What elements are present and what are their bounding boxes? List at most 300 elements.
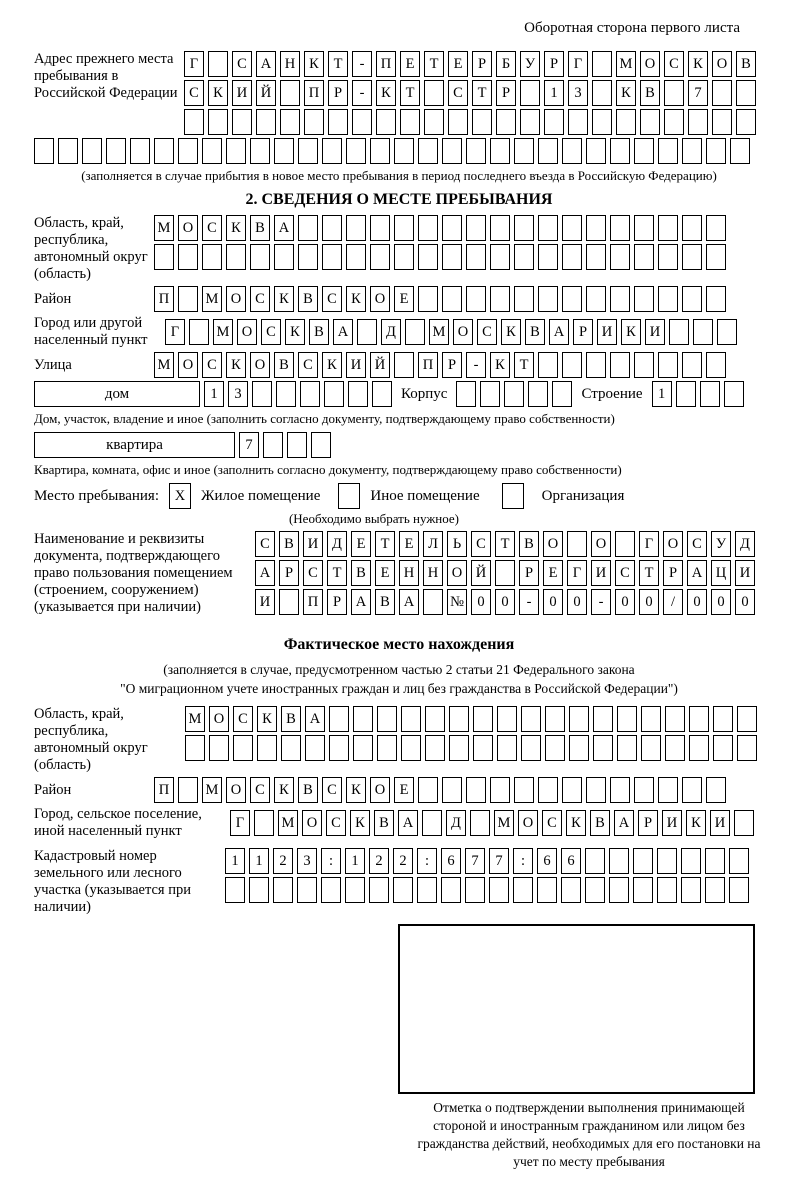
char-cell[interactable] <box>514 138 534 164</box>
char-cell[interactable]: И <box>735 560 755 586</box>
char-cell[interactable] <box>154 244 174 270</box>
char-cell[interactable]: Р <box>328 80 348 106</box>
char-cell[interactable]: К <box>688 51 708 77</box>
char-cell[interactable]: 3 <box>228 381 248 407</box>
char-cell[interactable]: 3 <box>297 848 317 874</box>
char-cell[interactable]: И <box>597 319 617 345</box>
char-cell[interactable] <box>514 286 534 312</box>
char-cell[interactable] <box>490 777 510 803</box>
char-cell[interactable] <box>706 244 726 270</box>
char-cell[interactable] <box>497 706 517 732</box>
char-cell[interactable]: С <box>664 51 684 77</box>
char-cell[interactable]: А <box>274 215 294 241</box>
char-cell[interactable]: Р <box>663 560 683 586</box>
char-cell[interactable] <box>257 735 277 761</box>
char-cell[interactable] <box>495 560 515 586</box>
char-cell[interactable] <box>370 244 390 270</box>
char-cell[interactable]: С <box>255 531 275 557</box>
char-cell[interactable] <box>706 286 726 312</box>
char-cell[interactable] <box>585 877 605 903</box>
char-cell[interactable] <box>357 319 377 345</box>
char-cell[interactable]: - <box>466 352 486 378</box>
char-cell[interactable]: П <box>303 589 323 615</box>
char-cell[interactable] <box>665 706 685 732</box>
char-cell[interactable] <box>736 109 756 135</box>
house-label-box[interactable]: дом <box>34 381 200 407</box>
char-cell[interactable] <box>324 381 344 407</box>
stay-option-other-checkbox[interactable] <box>338 483 360 509</box>
char-cell[interactable]: 7 <box>465 848 485 874</box>
char-cell[interactable]: О <box>178 352 198 378</box>
char-cell[interactable]: А <box>256 51 276 77</box>
char-cell[interactable] <box>633 877 653 903</box>
char-cell[interactable]: М <box>494 810 514 836</box>
char-cell[interactable] <box>273 877 293 903</box>
char-cell[interactable]: Е <box>399 531 419 557</box>
char-cell[interactable] <box>633 848 653 874</box>
char-cell[interactable]: О <box>370 286 390 312</box>
char-cell[interactable]: Т <box>400 80 420 106</box>
char-cell[interactable] <box>370 138 390 164</box>
char-cell[interactable] <box>345 877 365 903</box>
char-cell[interactable] <box>562 244 582 270</box>
char-cell[interactable]: - <box>352 51 372 77</box>
char-cell[interactable] <box>280 80 300 106</box>
char-cell[interactable] <box>682 244 702 270</box>
char-cell[interactable]: В <box>375 589 395 615</box>
char-cell[interactable] <box>189 319 209 345</box>
char-cell[interactable]: С <box>261 319 281 345</box>
char-cell[interactable] <box>394 352 414 378</box>
char-cell[interactable] <box>713 735 733 761</box>
char-cell[interactable] <box>658 286 678 312</box>
char-cell[interactable] <box>521 735 541 761</box>
char-cell[interactable] <box>737 735 757 761</box>
char-cell[interactable]: А <box>549 319 569 345</box>
char-cell[interactable]: В <box>298 777 318 803</box>
char-cell[interactable]: О <box>447 560 467 586</box>
char-cell[interactable]: М <box>429 319 449 345</box>
char-cell[interactable]: - <box>519 589 539 615</box>
char-cell[interactable] <box>424 109 444 135</box>
char-cell[interactable]: К <box>226 215 246 241</box>
char-cell[interactable] <box>442 777 462 803</box>
char-cell[interactable]: 0 <box>495 589 515 615</box>
char-cell[interactable]: Д <box>735 531 755 557</box>
char-cell[interactable]: К <box>490 352 510 378</box>
char-cell[interactable] <box>473 706 493 732</box>
char-cell[interactable]: Т <box>327 560 347 586</box>
char-cell[interactable] <box>465 877 485 903</box>
char-cell[interactable]: 0 <box>711 589 731 615</box>
char-cell[interactable] <box>610 777 630 803</box>
char-cell[interactable] <box>700 381 720 407</box>
char-cell[interactable]: С <box>477 319 497 345</box>
char-cell[interactable]: С <box>448 80 468 106</box>
char-cell[interactable]: К <box>501 319 521 345</box>
char-cell[interactable] <box>586 244 606 270</box>
char-cell[interactable]: И <box>591 560 611 586</box>
char-cell[interactable] <box>449 735 469 761</box>
char-cell[interactable] <box>185 735 205 761</box>
char-cell[interactable] <box>610 352 630 378</box>
char-cell[interactable] <box>634 286 654 312</box>
char-cell[interactable] <box>422 810 442 836</box>
char-cell[interactable] <box>372 381 392 407</box>
char-cell[interactable] <box>442 215 462 241</box>
char-cell[interactable] <box>348 381 368 407</box>
char-cell[interactable] <box>552 381 572 407</box>
char-cell[interactable] <box>232 109 252 135</box>
char-cell[interactable]: М <box>616 51 636 77</box>
char-cell[interactable] <box>489 877 509 903</box>
char-cell[interactable]: В <box>736 51 756 77</box>
char-cell[interactable]: И <box>662 810 682 836</box>
char-cell[interactable]: А <box>333 319 353 345</box>
char-cell[interactable]: В <box>640 80 660 106</box>
char-cell[interactable]: К <box>350 810 370 836</box>
char-cell[interactable]: Е <box>375 560 395 586</box>
char-cell[interactable] <box>682 215 702 241</box>
char-cell[interactable]: О <box>302 810 322 836</box>
char-cell[interactable] <box>592 109 612 135</box>
char-cell[interactable] <box>538 215 558 241</box>
char-cell[interactable]: 2 <box>393 848 413 874</box>
char-cell[interactable] <box>466 777 486 803</box>
char-cell[interactable] <box>472 109 492 135</box>
char-cell[interactable]: М <box>278 810 298 836</box>
char-cell[interactable]: К <box>257 706 277 732</box>
char-cell[interactable]: Д <box>327 531 347 557</box>
char-cell[interactable] <box>634 777 654 803</box>
char-cell[interactable] <box>713 706 733 732</box>
char-cell[interactable] <box>568 109 588 135</box>
char-cell[interactable] <box>82 138 102 164</box>
char-cell[interactable]: 2 <box>273 848 293 874</box>
char-cell[interactable]: 0 <box>687 589 707 615</box>
char-cell[interactable] <box>729 877 749 903</box>
char-cell[interactable]: Г <box>165 319 185 345</box>
char-cell[interactable] <box>279 589 299 615</box>
char-cell[interactable]: 1 <box>345 848 365 874</box>
char-cell[interactable] <box>712 80 732 106</box>
char-cell[interactable] <box>466 138 486 164</box>
char-cell[interactable] <box>657 877 677 903</box>
char-cell[interactable]: О <box>250 352 270 378</box>
char-cell[interactable]: В <box>279 531 299 557</box>
char-cell[interactable]: В <box>590 810 610 836</box>
char-cell[interactable]: 1 <box>249 848 269 874</box>
char-cell[interactable] <box>658 244 678 270</box>
char-cell[interactable]: О <box>640 51 660 77</box>
char-cell[interactable]: 2 <box>369 848 389 874</box>
char-cell[interactable] <box>394 215 414 241</box>
char-cell[interactable] <box>538 352 558 378</box>
char-cell[interactable]: О <box>591 531 611 557</box>
char-cell[interactable] <box>641 706 661 732</box>
char-cell[interactable]: К <box>346 286 366 312</box>
char-cell[interactable] <box>545 706 565 732</box>
char-cell[interactable]: 7 <box>489 848 509 874</box>
char-cell[interactable] <box>346 215 366 241</box>
char-cell[interactable] <box>250 244 270 270</box>
char-cell[interactable] <box>425 706 445 732</box>
char-cell[interactable]: В <box>281 706 301 732</box>
char-cell[interactable]: Р <box>519 560 539 586</box>
char-cell[interactable] <box>226 138 246 164</box>
char-cell[interactable] <box>377 706 397 732</box>
stay-option-residential-checkbox[interactable]: X <box>169 483 191 509</box>
char-cell[interactable] <box>425 735 445 761</box>
char-cell[interactable] <box>657 848 677 874</box>
char-cell[interactable]: 0 <box>471 589 491 615</box>
char-cell[interactable] <box>538 244 558 270</box>
char-cell[interactable]: Е <box>543 560 563 586</box>
char-cell[interactable]: М <box>154 215 174 241</box>
char-cell[interactable]: : <box>513 848 533 874</box>
char-cell[interactable] <box>393 877 413 903</box>
char-cell[interactable]: С <box>202 215 222 241</box>
char-cell[interactable] <box>593 706 613 732</box>
char-cell[interactable]: Р <box>573 319 593 345</box>
char-cell[interactable] <box>610 286 630 312</box>
char-cell[interactable] <box>689 706 709 732</box>
char-cell[interactable] <box>417 877 437 903</box>
char-cell[interactable]: В <box>309 319 329 345</box>
char-cell[interactable] <box>329 735 349 761</box>
char-cell[interactable]: О <box>453 319 473 345</box>
char-cell[interactable]: 0 <box>543 589 563 615</box>
char-cell[interactable] <box>682 138 702 164</box>
char-cell[interactable]: Г <box>567 560 587 586</box>
char-cell[interactable]: 0 <box>639 589 659 615</box>
char-cell[interactable] <box>466 244 486 270</box>
char-cell[interactable]: С <box>322 286 342 312</box>
char-cell[interactable] <box>480 381 500 407</box>
char-cell[interactable] <box>369 877 389 903</box>
char-cell[interactable] <box>405 319 425 345</box>
char-cell[interactable] <box>466 286 486 312</box>
char-cell[interactable] <box>586 286 606 312</box>
char-cell[interactable]: 6 <box>537 848 557 874</box>
char-cell[interactable] <box>562 286 582 312</box>
char-cell[interactable] <box>322 138 342 164</box>
char-cell[interactable]: О <box>226 777 246 803</box>
char-cell[interactable]: Р <box>327 589 347 615</box>
char-cell[interactable] <box>496 109 516 135</box>
char-cell[interactable]: К <box>208 80 228 106</box>
char-cell[interactable]: О <box>237 319 257 345</box>
char-cell[interactable]: Й <box>256 80 276 106</box>
char-cell[interactable]: И <box>232 80 252 106</box>
char-cell[interactable] <box>634 244 654 270</box>
char-cell[interactable] <box>688 109 708 135</box>
char-cell[interactable]: 6 <box>561 848 581 874</box>
char-cell[interactable] <box>473 735 493 761</box>
char-cell[interactable]: С <box>184 80 204 106</box>
char-cell[interactable] <box>304 109 324 135</box>
char-cell[interactable]: С <box>298 352 318 378</box>
char-cell[interactable]: М <box>213 319 233 345</box>
char-cell[interactable]: / <box>663 589 683 615</box>
char-cell[interactable] <box>353 735 373 761</box>
char-cell[interactable]: Т <box>495 531 515 557</box>
char-cell[interactable] <box>352 109 372 135</box>
char-cell[interactable] <box>401 706 421 732</box>
char-cell[interactable] <box>202 244 222 270</box>
char-cell[interactable] <box>424 80 444 106</box>
char-cell[interactable]: И <box>645 319 665 345</box>
char-cell[interactable]: И <box>255 589 275 615</box>
char-cell[interactable]: Ц <box>711 560 731 586</box>
char-cell[interactable]: К <box>226 352 246 378</box>
char-cell[interactable] <box>256 109 276 135</box>
char-cell[interactable]: М <box>185 706 205 732</box>
char-cell[interactable]: Р <box>472 51 492 77</box>
char-cell[interactable] <box>321 877 341 903</box>
char-cell[interactable]: О <box>663 531 683 557</box>
char-cell[interactable] <box>520 109 540 135</box>
char-cell[interactable] <box>615 531 635 557</box>
char-cell[interactable]: С <box>615 560 635 586</box>
char-cell[interactable]: О <box>209 706 229 732</box>
char-cell[interactable] <box>300 381 320 407</box>
char-cell[interactable] <box>130 138 150 164</box>
char-cell[interactable] <box>664 109 684 135</box>
char-cell[interactable] <box>617 706 637 732</box>
char-cell[interactable]: Т <box>424 51 444 77</box>
char-cell[interactable]: К <box>274 286 294 312</box>
char-cell[interactable]: 0 <box>615 589 635 615</box>
char-cell[interactable]: В <box>274 352 294 378</box>
char-cell[interactable]: Т <box>472 80 492 106</box>
char-cell[interactable]: П <box>154 286 174 312</box>
char-cell[interactable] <box>441 877 461 903</box>
char-cell[interactable]: С <box>233 706 253 732</box>
char-cell[interactable] <box>298 215 318 241</box>
char-cell[interactable] <box>658 215 678 241</box>
char-cell[interactable] <box>665 735 685 761</box>
char-cell[interactable] <box>514 244 534 270</box>
char-cell[interactable]: Н <box>399 560 419 586</box>
char-cell[interactable]: А <box>687 560 707 586</box>
char-cell[interactable] <box>669 319 689 345</box>
char-cell[interactable] <box>418 286 438 312</box>
char-cell[interactable] <box>250 138 270 164</box>
char-cell[interactable] <box>466 215 486 241</box>
char-cell[interactable]: О <box>712 51 732 77</box>
char-cell[interactable]: Т <box>328 51 348 77</box>
char-cell[interactable]: Т <box>514 352 534 378</box>
char-cell[interactable]: И <box>346 352 366 378</box>
char-cell[interactable]: С <box>250 777 270 803</box>
char-cell[interactable]: Г <box>639 531 659 557</box>
char-cell[interactable] <box>730 138 750 164</box>
char-cell[interactable]: В <box>250 215 270 241</box>
char-cell[interactable] <box>569 706 589 732</box>
char-cell[interactable] <box>423 589 443 615</box>
char-cell[interactable]: Г <box>568 51 588 77</box>
char-cell[interactable] <box>418 777 438 803</box>
char-cell[interactable]: П <box>304 80 324 106</box>
char-cell[interactable]: - <box>591 589 611 615</box>
char-cell[interactable] <box>634 138 654 164</box>
char-cell[interactable] <box>346 138 366 164</box>
char-cell[interactable] <box>311 432 331 458</box>
char-cell[interactable] <box>705 877 725 903</box>
char-cell[interactable] <box>263 432 283 458</box>
char-cell[interactable] <box>658 352 678 378</box>
char-cell[interactable] <box>154 138 174 164</box>
char-cell[interactable]: М <box>202 286 222 312</box>
char-cell[interactable] <box>544 109 564 135</box>
char-cell[interactable]: О <box>518 810 538 836</box>
char-cell[interactable] <box>538 286 558 312</box>
char-cell[interactable]: К <box>322 352 342 378</box>
char-cell[interactable]: И <box>710 810 730 836</box>
char-cell[interactable]: 7 <box>688 80 708 106</box>
char-cell[interactable] <box>561 877 581 903</box>
char-cell[interactable] <box>178 244 198 270</box>
char-cell[interactable]: П <box>418 352 438 378</box>
char-cell[interactable]: 1 <box>204 381 224 407</box>
char-cell[interactable] <box>178 286 198 312</box>
char-cell[interactable] <box>736 80 756 106</box>
char-cell[interactable] <box>209 735 229 761</box>
char-cell[interactable] <box>562 777 582 803</box>
char-cell[interactable] <box>208 51 228 77</box>
char-cell[interactable] <box>418 244 438 270</box>
char-cell[interactable] <box>592 51 612 77</box>
char-cell[interactable]: Р <box>279 560 299 586</box>
char-cell[interactable]: В <box>351 560 371 586</box>
char-cell[interactable] <box>724 381 744 407</box>
char-cell[interactable] <box>178 777 198 803</box>
char-cell[interactable]: С <box>232 51 252 77</box>
char-cell[interactable] <box>593 735 613 761</box>
char-cell[interactable]: С <box>471 531 491 557</box>
char-cell[interactable]: К <box>376 80 396 106</box>
char-cell[interactable]: Ь <box>447 531 467 557</box>
char-cell[interactable] <box>353 706 373 732</box>
char-cell[interactable]: В <box>519 531 539 557</box>
char-cell[interactable]: С <box>250 286 270 312</box>
char-cell[interactable] <box>586 777 606 803</box>
char-cell[interactable]: - <box>352 80 372 106</box>
char-cell[interactable]: В <box>374 810 394 836</box>
char-cell[interactable]: К <box>346 777 366 803</box>
char-cell[interactable] <box>681 848 701 874</box>
char-cell[interactable] <box>490 215 510 241</box>
char-cell[interactable] <box>545 735 565 761</box>
char-cell[interactable]: И <box>303 531 323 557</box>
char-cell[interactable] <box>737 706 757 732</box>
char-cell[interactable] <box>616 109 636 135</box>
char-cell[interactable]: М <box>154 352 174 378</box>
char-cell[interactable] <box>682 286 702 312</box>
char-cell[interactable] <box>658 777 678 803</box>
char-cell[interactable] <box>297 877 317 903</box>
char-cell[interactable]: А <box>614 810 634 836</box>
char-cell[interactable] <box>322 244 342 270</box>
char-cell[interactable]: Н <box>280 51 300 77</box>
char-cell[interactable]: Й <box>471 560 491 586</box>
char-cell[interactable] <box>274 244 294 270</box>
char-cell[interactable]: Г <box>230 810 250 836</box>
char-cell[interactable]: К <box>621 319 641 345</box>
char-cell[interactable]: Е <box>394 286 414 312</box>
char-cell[interactable]: 0 <box>735 589 755 615</box>
